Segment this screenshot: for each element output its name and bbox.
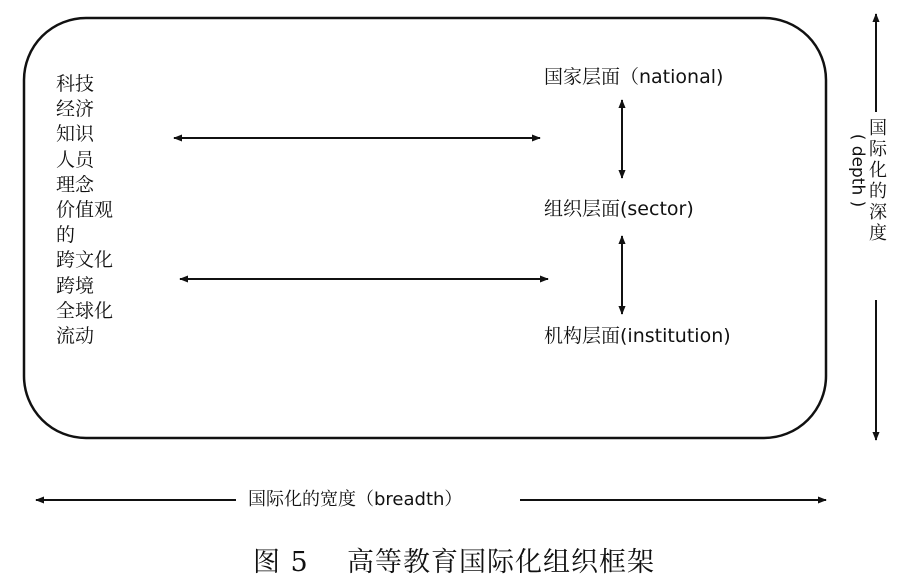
dimension-item: 价值观 bbox=[56, 199, 114, 222]
dimension-item: 科技 bbox=[56, 73, 95, 95]
depth-char: 深 bbox=[869, 202, 887, 223]
depth-char: 国 bbox=[869, 118, 887, 139]
dimension-list bbox=[56, 72, 113, 349]
dimension-item: 跨境 bbox=[56, 274, 95, 297]
depth-char: 度 bbox=[869, 223, 887, 244]
figure-caption bbox=[0, 540, 908, 579]
depth-char: 际 bbox=[869, 139, 887, 160]
figure-number: 图 5 bbox=[252, 547, 309, 578]
institution-level-label: 机构层面(institution) bbox=[544, 325, 731, 347]
dimension-item: 的 bbox=[56, 224, 76, 247]
figure-title: 高等教育国际化组织框架 bbox=[347, 547, 656, 578]
depth-char: 的 bbox=[869, 181, 887, 202]
national-level-label: 国家层面（national) bbox=[544, 66, 724, 88]
depth-chinese-label bbox=[866, 118, 890, 244]
dimension-item: 人员 bbox=[56, 148, 95, 171]
dimension-item: 经济 bbox=[56, 98, 95, 121]
dimension-item: 全球化 bbox=[56, 299, 114, 322]
depth-char: 化 bbox=[869, 160, 887, 181]
breadth-label: 国际化的宽度（breadth） bbox=[248, 489, 463, 510]
dimension-item: 知识 bbox=[56, 123, 95, 146]
sector-level-label: 组织层面(sector) bbox=[544, 198, 694, 220]
dimension-item: 理念 bbox=[56, 173, 95, 196]
dimension-item: 跨文化 bbox=[56, 249, 114, 272]
dimension-item: 流动 bbox=[56, 325, 95, 348]
